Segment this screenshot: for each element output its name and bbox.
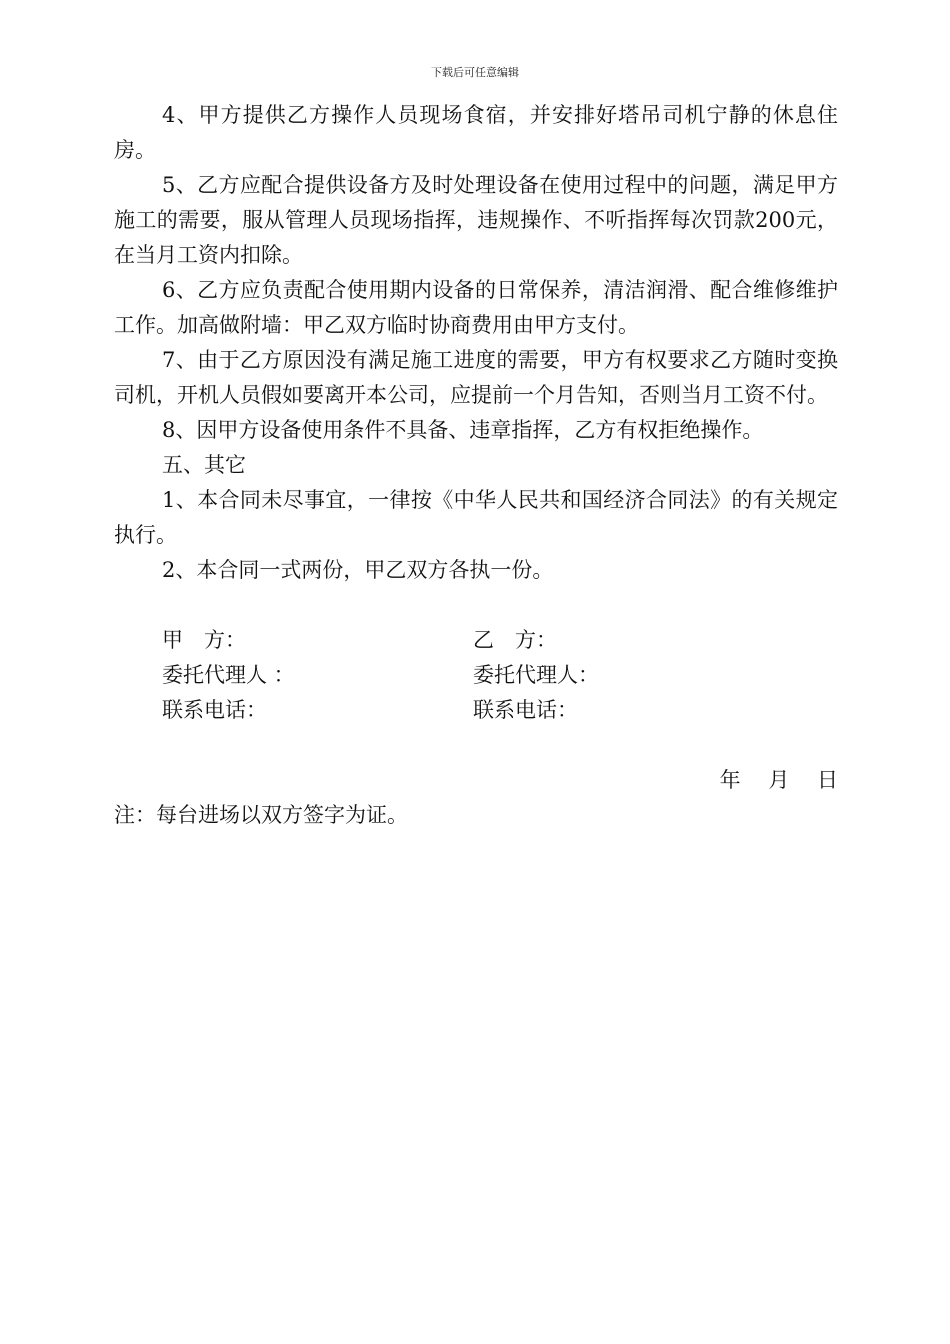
signature-row-party bbox=[114, 623, 838, 658]
clause-5: 5、乙方应配合提供设备方及时处理设备在使用过程中的问题，满足甲方施工的需要，服从管理人员现场指挥，违规操作、不听指挥每次罚款200元，在当月工资内扣除。 bbox=[114, 173, 838, 267]
footnote: 注：每台进场以双方签字为证。 bbox=[114, 803, 408, 827]
page-header: 下载后可任意编辑 bbox=[431, 66, 519, 79]
signature-row-phone bbox=[114, 693, 838, 728]
clause-4: 4、甲方提供乙方操作人员现场食宿，并安排好塔吊司机宁静的休息住房。 bbox=[114, 103, 838, 162]
party-b-label: 乙 方： bbox=[473, 628, 557, 652]
signature-row-agent bbox=[114, 658, 838, 693]
other-clause-2: 2、本合同一式两份，甲乙双方各执一份。 bbox=[162, 558, 554, 582]
blank-line bbox=[114, 588, 838, 623]
agent-a-label: 委托代理人 ： bbox=[162, 663, 295, 687]
blank-line bbox=[114, 728, 838, 763]
clause-7: 7、由于乙方原因没有满足施工进度的需要，甲方有权要求乙方随时变换司机，开机人员假如要离开本公司，应提前一个月告知，否则当月工资不付。 bbox=[114, 348, 838, 407]
date-line: 年 月 日 bbox=[719, 768, 838, 792]
agent-b-label: 委托代理人： bbox=[473, 663, 599, 687]
clause-6: 6、乙方应负责配合使用期内设备的日常保养，清洁润滑、配合维修维护工作。加高做附墙：甲乙双方临时协商费用由甲方支付。 bbox=[114, 278, 838, 337]
phone-b-label: 联系电话： bbox=[473, 698, 578, 722]
contract-body bbox=[114, 98, 838, 833]
section-heading-other: 五、其它 bbox=[162, 453, 246, 477]
party-a-label: 甲 方： bbox=[162, 628, 246, 652]
phone-a-label: 联系电话： bbox=[162, 698, 267, 722]
other-clause-1: 1、本合同未尽事宜，一律按《中华人民共和国经济合同法》的有关规定执行。 bbox=[114, 488, 838, 547]
clause-8: 8、因甲方设备使用条件不具备、违章指挥，乙方有权拒绝操作。 bbox=[162, 418, 764, 442]
